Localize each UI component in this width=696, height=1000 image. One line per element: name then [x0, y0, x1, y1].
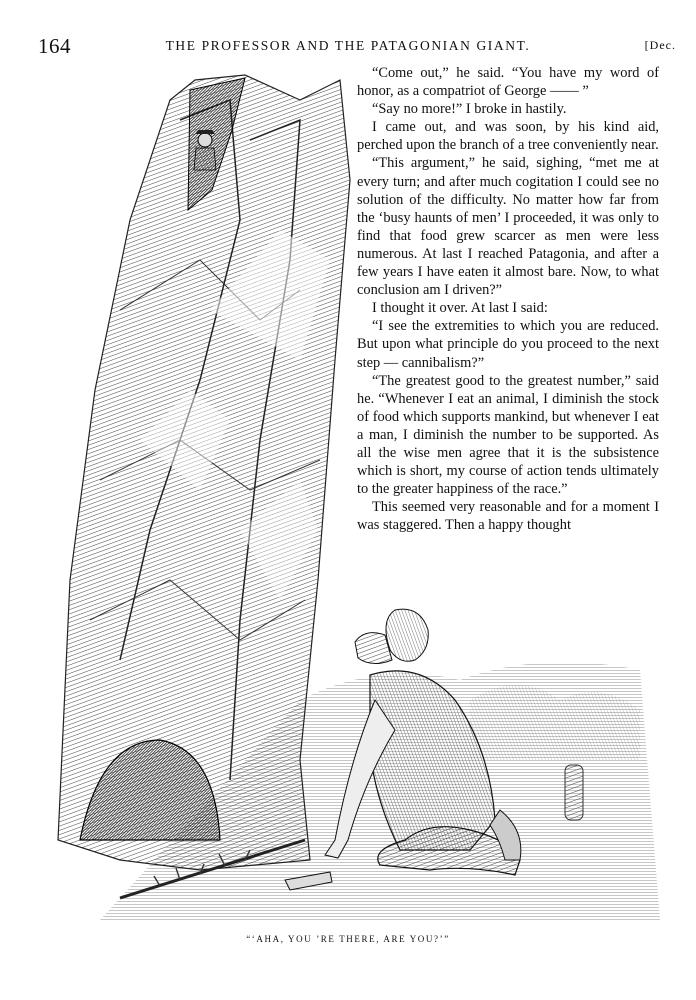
page-header: [0, 34, 696, 58]
paragraph: I thought it over. At last I said:: [372, 300, 548, 317]
paragraph: This seemed very reasonable and for a moment I was staggered. Then a happy thought: [357, 499, 659, 534]
running-month: [Dec.: [644, 38, 676, 52]
illustration-caption: “‘AHA, YOU ’RE THERE, ARE YOU?’”: [246, 934, 450, 944]
paragraph: “The greatest good to the greatest number,” said he. “Whenever I eat an animal, I diminish the stock of food which supports mankind, but whenever I eat a man, I diminish the number to be supported. As all the wise men agree that it is the subsistence which is short, my course of action tends ultimately to the greater happiness of the race.”: [357, 372, 659, 498]
paragraph: “Say no more!” I broke in hastily.: [372, 101, 567, 118]
paragraph: “Come out,” he said. “You have my word of honor, as a compatriot of George —— ”: [357, 65, 659, 100]
article-text: [357, 64, 659, 534]
paragraph: “I see the extremities to which you are reduced. But upon what principle do you proceed to the next step — cannibalism?”: [357, 318, 659, 371]
running-title: THE PROFESSOR AND THE PATAGONIAN GIANT.: [165, 38, 531, 53]
paragraph: I came out, and was soon, by his kind aid, perched upon the branch of a tree conveniently near.: [357, 119, 659, 154]
page-number: 164: [38, 34, 71, 58]
paragraph: “This argument,” he said, sighing, “met me at every turn; and after much cogitation I could see no solution of the difficulty. No matter how far from the ‘busy haunts of men’ I proceeded, it was only to find that food grew scarcer as men were less numerous. At last I reached Patagonia, and after a few years I have eaten it almost bare. Now, to what conclusion am I driven?”: [357, 155, 659, 299]
